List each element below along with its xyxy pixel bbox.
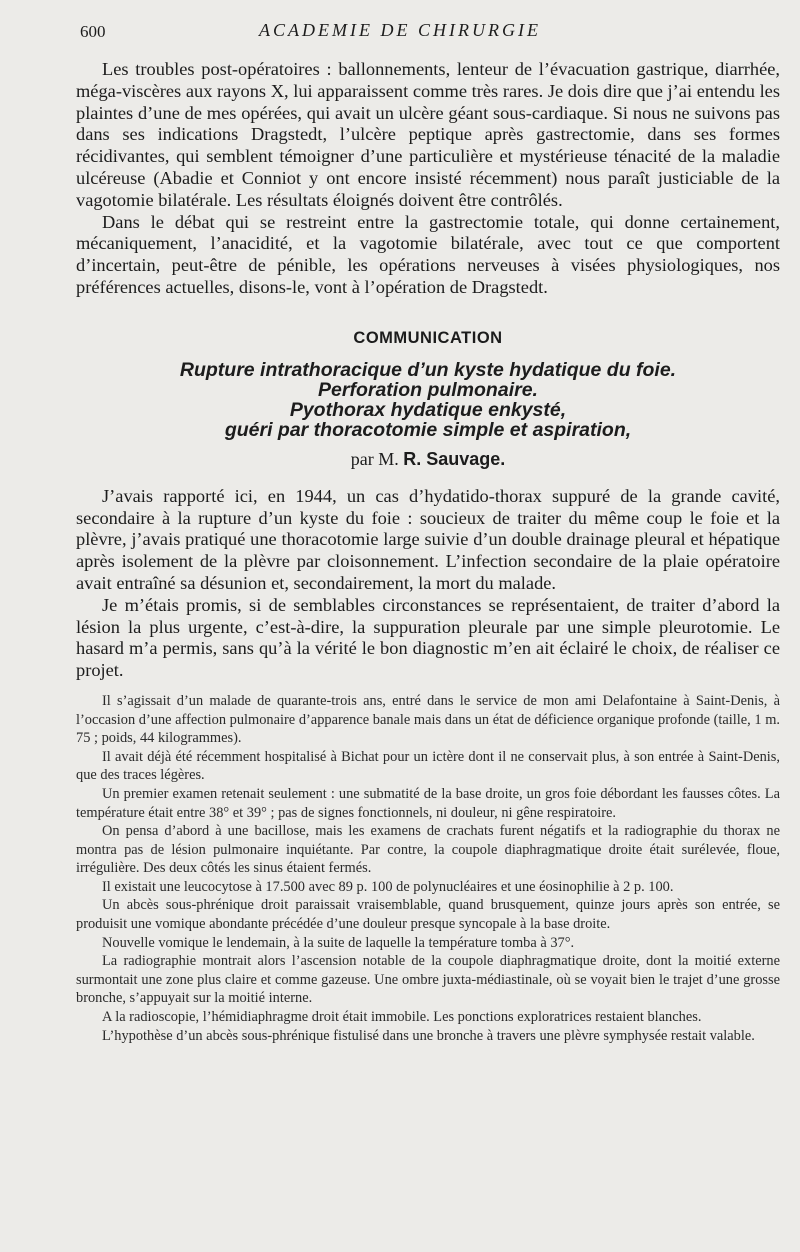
running-head: ACADEMIE DE CHIRURGIE <box>259 20 541 40</box>
case-paragraph: Un abcès sous-phrénique droit paraissait vraisemblable, quand brusquement, quinze jours après son entrée, se produisit une vomique abondante précédée d’une douleur presque syncopale à la base droite. <box>76 897 780 933</box>
case-paragraph: A la radioscopie, l’hémidiaphragme droit était immobile. Les ponctions exploratrices restaient blanches. <box>102 1009 702 1026</box>
byline-prefix: par M. <box>350 448 399 469</box>
article-title <box>76 360 780 440</box>
article-title-line: guéri par thoracotomie simple et aspiration, <box>224 418 632 441</box>
byline <box>76 449 780 470</box>
body-paragraph: J’avais rapporté ici, en 1944, un cas d’hydatido-thorax suppuré de la grande cavité, secondaire à la rupture d’un kyste du foie : soucieux de traiter du même coup le foie et la plèvre, j’avais pratiqué une thoracotomie large suivie d’un double drainage pleural et hépatique après isolement de la plèvre par cloisonnement. L’infection secondaire de la plaie opératoire avait entraîné sa désunion et, secondairement, la mort du malade. <box>76 485 780 593</box>
page-body <box>76 59 780 1045</box>
case-paragraph: Il avait déjà été récemment hospitalisé à Bichat pour un ictère dont il ne conservait plus, à son entrée à Saint-Denis, que des traces légères. <box>76 748 780 784</box>
case-paragraph: L’hypothèse d’un abcès sous-phrénique fistulisé dans une bronche à travers une plèvre symphysée restait valable. <box>102 1027 755 1044</box>
case-paragraph: La radiographie montrait alors l’ascension notable de la coupole diaphragmatique droite, dont la moitié externe surmontait une zone plus claire et comme gazeuse. Une ombre juxta-médiastinale, où se voyait bien le trajet d’une grosse bronche, s’appuyait sur la moitié interne. <box>76 953 780 1007</box>
case-paragraph: Nouvelle vomique le lendemain, à la suite de laquelle la température tomba à 37°. <box>102 934 575 951</box>
author-name: R. Sauvage. <box>403 448 506 469</box>
spacer <box>76 682 780 692</box>
page-header <box>0 20 800 44</box>
case-paragraph: Il s’agissait d’un malade de quarante-trois ans, entré dans le service de mon ami Delafontaine à Saint-Denis, à l’occasion d’une affection pulmonaire d’apparence banale mais dans un état de déficience organique profonde (taille, 1 m. 75 ; poids, 44 kilogrammes). <box>76 692 780 747</box>
case-paragraph: Un premier examen retenait seulement : une submatité de la base droite, un gros foie débordant les fausses côtes. La température était entre 38° et 39° ; pas de signes fonctionnels, ni douleur, ni gêne respiratoire. <box>76 785 780 821</box>
body-paragraph: Dans le débat qui se restreint entre la gastrectomie totale, qui donne certainement, mécaniquement, l’anacidité, et la vagotomie bilatérale, avec tout ce que comportent d’incertain, peut-être de pénible, les opérations nerveuses à visées physiologiques, nos préférences actuelles, disons-le, vont à l’opération de Dragstedt. <box>76 211 780 297</box>
page-number: 600 <box>80 22 106 41</box>
case-paragraph: On pensa d’abord à une bacillose, mais les examens de crachats furent négatifs et la radiographie du thorax ne montra pas de lésion pulmonaire inquiétante. Par contre, la coupole diaphragmatique droite était surélevée, floue, irrégulière. Des deux côtés les sinus étaient fermés. <box>76 823 780 877</box>
case-paragraph: Il existait une leucocytose à 17.500 avec 89 p. 100 de polynucléaires et une éosinophilie à 2 p. 100. <box>102 878 674 895</box>
section-title: COMMUNICATION <box>353 328 503 347</box>
body-paragraph: Les troubles post-opératoires : ballonnements, lenteur de l’évacuation gastrique, diarrhée, méga-viscères aux rayons X, lui apparaissent comme très rares. Je dois dire que j’ai entendu les plaintes d’une de mes opérées, qui avait un ulcère géant sous-cardiaque. Si nous ne suivons pas dans ses indications Dragstedt, l’ulcère peptique après gastrectomie, dans ses formes récidivantes, qui semblent témoigner d’une particulière et mystérieuse ténacité de la maladie ulcéreuse (Abadie et Conniot y ont encore insisté récemment) nous paraît justiciable de la vagotomie bilatérale. Les résultats éloignés doivent être contrôlés. <box>76 59 780 210</box>
article-title-line: Pyothorax hydatique enkysté, <box>289 398 567 421</box>
article-title-line: Rupture intrathoracique d’un kyste hydatique du foie. <box>179 358 677 381</box>
body-paragraph: Je m’étais promis, si de semblables circonstances se représentaient, de traiter d’abord la lésion la plus urgente, c’est-à-dire, la suppuration pleurale par une simple pleurotomie. Le hasard m’a permis, sans qu’à la vérité le bon diagnostic m’en ait éclairé le choix, de réaliser ce projet. <box>76 594 780 681</box>
article-title-line: Perforation pulmonaire. <box>318 378 538 401</box>
